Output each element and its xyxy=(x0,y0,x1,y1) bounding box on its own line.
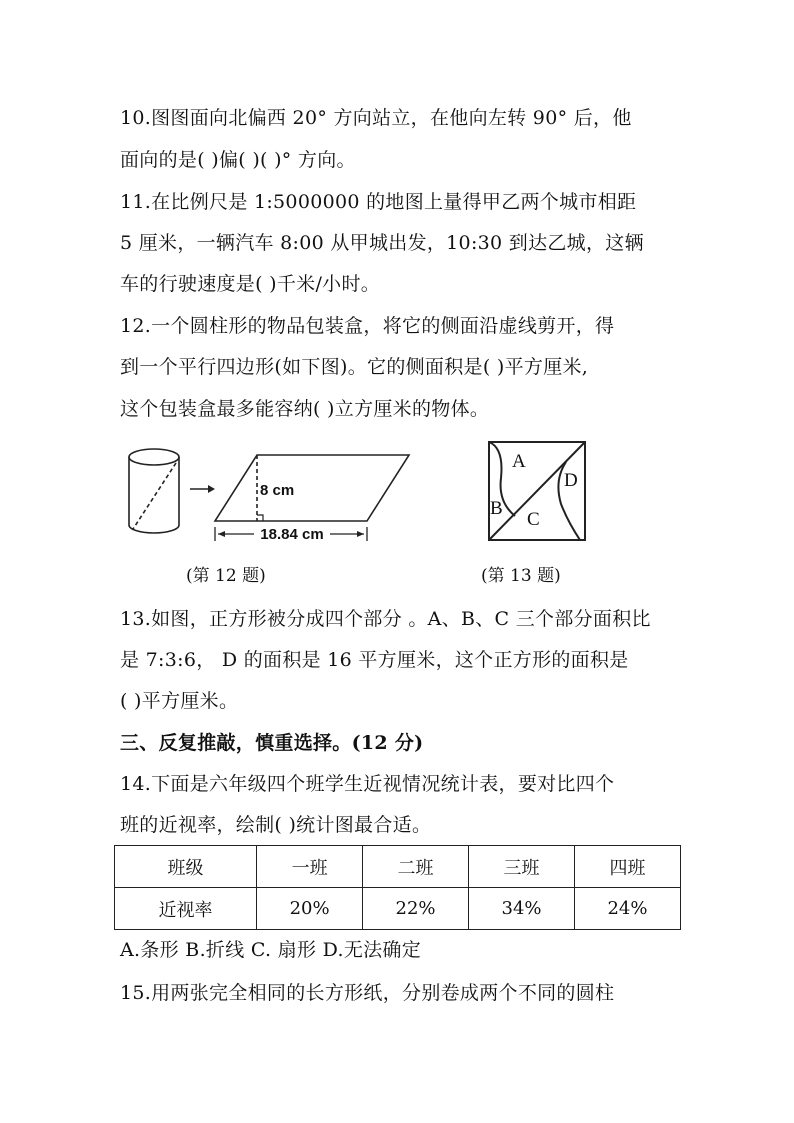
figure-12-cylinder-unrolled xyxy=(118,443,414,549)
table-header-cell: 班级 xyxy=(115,846,257,888)
q14-line-1: 14.下面是六年级四个班学生近视情况统计表，要对比四个 xyxy=(120,773,615,795)
base-label: 18.84 cm xyxy=(260,526,324,543)
q11-line-1: 11.在比例尺是 1:5000000 的地图上量得甲乙两个城市相距 xyxy=(120,191,637,213)
table-header-cell: 四班 xyxy=(575,846,681,888)
figure-12-caption: (第 12 题) xyxy=(186,566,266,586)
myopia-rate-table xyxy=(114,845,681,930)
table-cell: 24% xyxy=(575,888,681,930)
figure-13-square xyxy=(482,436,590,546)
table-header-cell: 三班 xyxy=(469,846,575,888)
region-b-label: B xyxy=(490,498,503,519)
table-cell: 22% xyxy=(363,888,469,930)
q14-line-2: 班的近视率，绘制( )统计图最合适。 xyxy=(120,814,432,836)
arrow-icon xyxy=(190,485,215,493)
q11-line-3: 车的行驶速度是( )千米/小时。 xyxy=(120,273,381,295)
table-header-cell: 二班 xyxy=(363,846,469,888)
section-3-heading: 三、反复推敲，慎重选择。(12 分) xyxy=(120,732,424,754)
region-d-label: D xyxy=(564,470,578,491)
table-row xyxy=(115,888,681,930)
q12-line-1: 12.一个圆柱形的物品包装盒，将它的侧面沿虚线剪开，得 xyxy=(120,315,615,337)
table-header-row xyxy=(115,846,681,888)
q13-line-2: 是 7:3:6， D 的面积是 16 平方厘米，这个正方形的面积是 xyxy=(120,649,629,671)
cylinder-shape xyxy=(129,449,179,533)
figure-13-caption: (第 13 题) xyxy=(481,566,561,586)
table-header-cell: 一班 xyxy=(257,846,363,888)
q12-line-3: 这个包装盒最多能容纳( )立方厘米的物体。 xyxy=(120,398,490,420)
q11-line-2: 5 厘米，一辆汽车 8:00 从甲城出发，10:30 到达乙城，这辆 xyxy=(120,232,644,254)
table-cell: 34% xyxy=(469,888,575,930)
table-cell: 20% xyxy=(257,888,363,930)
q14-options: A.条形 B.折线 C. 扇形 D.无法确定 xyxy=(120,939,422,961)
parallelogram-shape xyxy=(215,455,409,521)
q13-line-3: ( )平方厘米。 xyxy=(120,690,239,712)
region-c-label: C xyxy=(527,509,540,530)
q13-line-1: 13.如图，正方形被分成四个部分 。A、B、C 三个部分面积比 xyxy=(120,608,651,630)
q10-line-2: 面向的是( )偏( )( )° 方向。 xyxy=(120,149,356,171)
table-cell: 近视率 xyxy=(115,888,257,930)
height-label: 8 cm xyxy=(260,482,295,499)
q15-line-1: 15.用两张完全相同的长方形纸，分别卷成两个不同的圆柱 xyxy=(120,982,615,1004)
region-a-label: A xyxy=(512,451,526,472)
q12-line-2: 到一个平行四边形(如下图)。它的侧面积是( )平方厘米, xyxy=(120,356,589,378)
q10-line-1: 10.图图面向北偏西 20° 方向站立，在他向左转 90° 后，他 xyxy=(120,107,632,129)
